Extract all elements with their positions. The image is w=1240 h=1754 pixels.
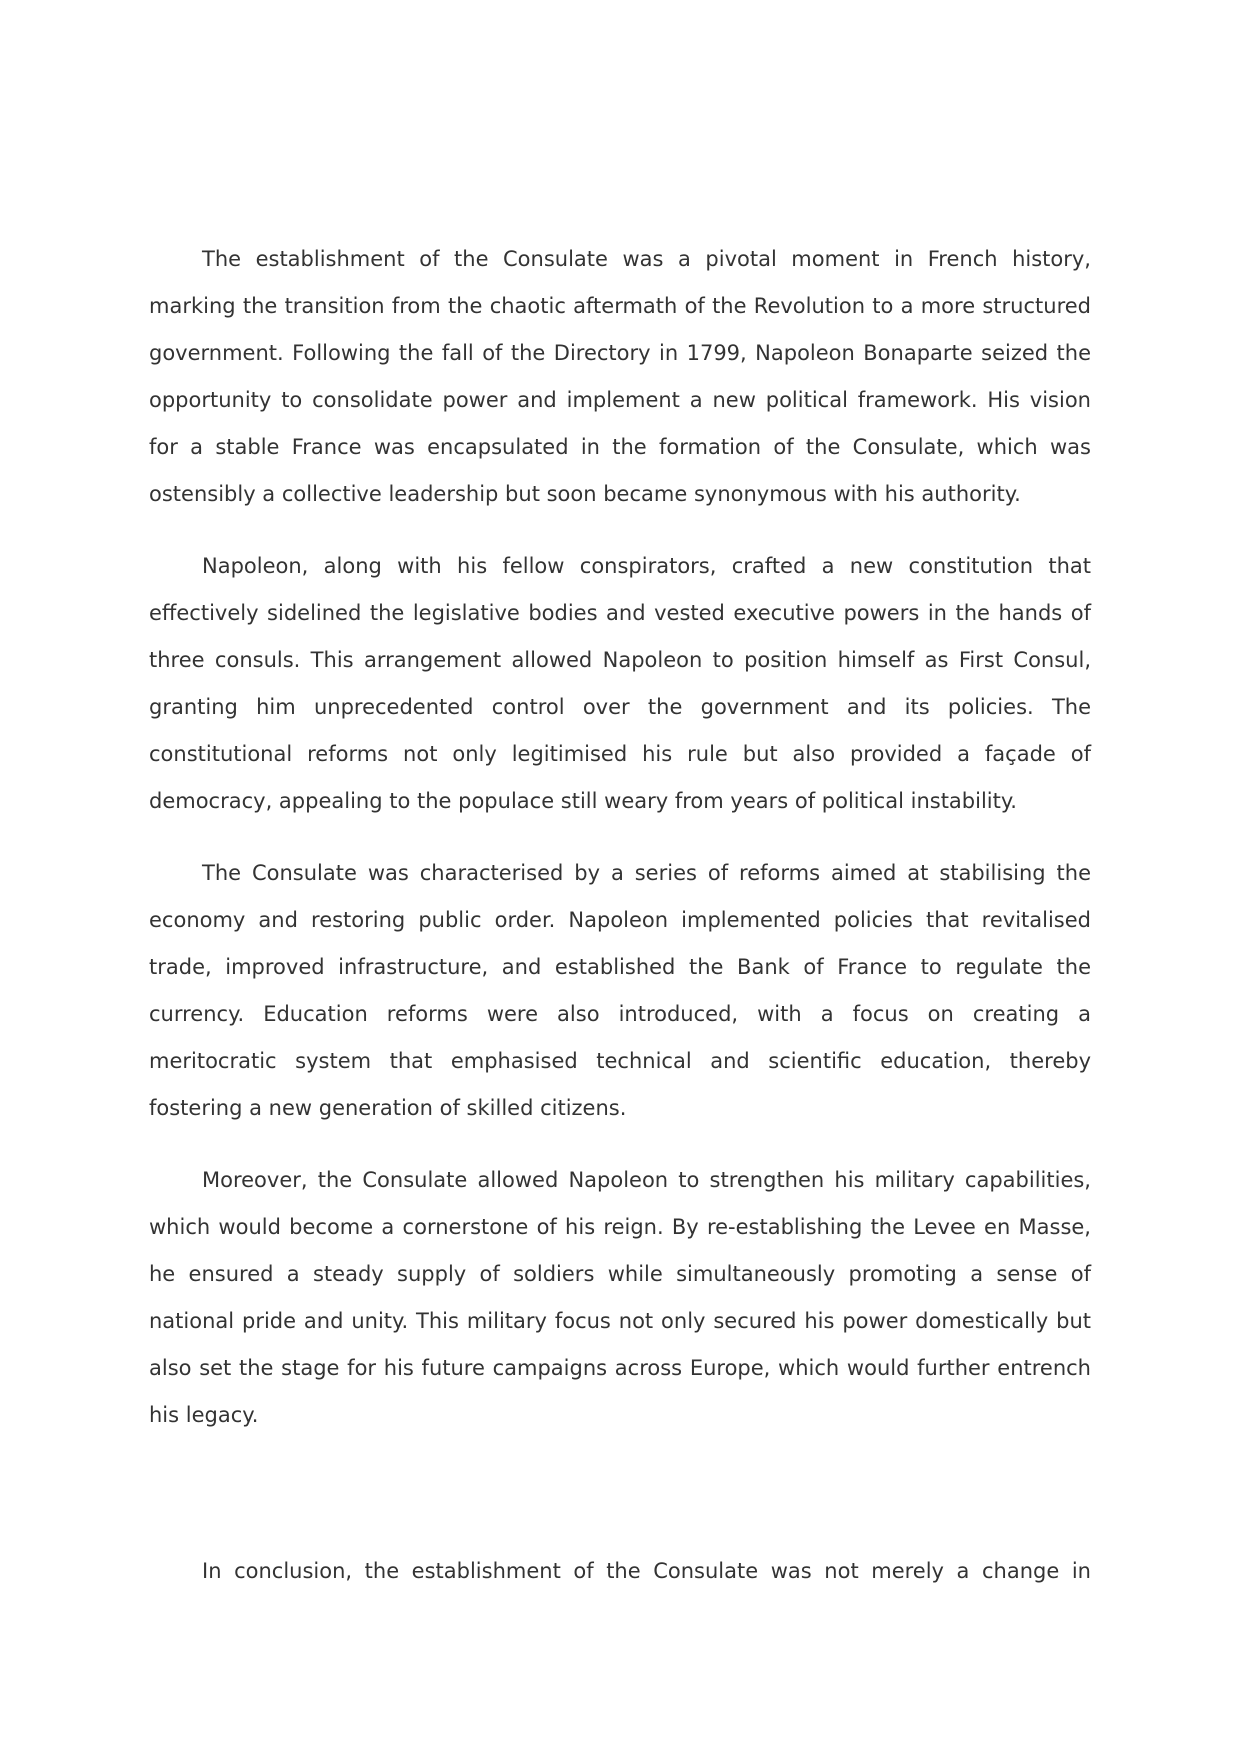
paragraph-line: three consuls. This arrangement allowed Napoleon to position himself as First Consul,	[149, 648, 1091, 672]
paragraph-line: constitutional reforms not only legitimised his rule but also provided a façade of	[149, 742, 1091, 766]
paragraph-line: Moreover, the Consulate allowed Napoleon to strengthen his military capabilities,	[202, 1168, 1091, 1192]
paragraph-line: Napoleon, along with his fellow conspirators, crafted a new constitution that	[202, 554, 1091, 578]
paragraph-line: also set the stage for his future campaigns across Europe, which would further entrench	[149, 1356, 1091, 1380]
paragraph-5	[149, 1548, 1091, 1595]
paragraph-line: effectively sidelined the legislative bodies and vested executive powers in the hands of	[149, 601, 1091, 625]
paragraph-line: In conclusion, the establishment of the Consulate was not merely a change in	[202, 1559, 1091, 1583]
paragraph-line: fostering a new generation of skilled citizens.	[149, 1096, 627, 1120]
paragraph-line: he ensured a steady supply of soldiers while simultaneously promoting a sense of	[149, 1262, 1091, 1286]
paragraph-1	[149, 236, 1091, 518]
paragraph-line: democracy, appealing to the populace still weary from years of political instability.	[149, 789, 1017, 813]
paragraph-line: his legacy.	[149, 1403, 259, 1427]
paragraph-line: opportunity to consolidate power and implement a new political framework. His vision	[149, 388, 1091, 412]
paragraph-line: government. Following the fall of the Directory in 1799, Napoleon Bonaparte seized the	[149, 341, 1091, 365]
paragraph-4	[149, 1157, 1091, 1439]
paragraph-3	[149, 850, 1091, 1132]
paragraph-line: The establishment of the Consulate was a pivotal moment in French history,	[202, 247, 1091, 271]
paragraph-line: currency. Education reforms were also introduced, with a focus on creating a	[149, 1002, 1091, 1026]
paragraph-line: ostensibly a collective leadership but soon became synonymous with his authority.	[149, 482, 1021, 506]
paragraph-line: meritocratic system that emphasised technical and scientific education, thereby	[149, 1049, 1091, 1073]
document-body	[149, 236, 1091, 1620]
paragraph-line: national pride and unity. This military focus not only secured his power domestically but	[149, 1309, 1091, 1333]
paragraph-line: for a stable France was encapsulated in the formation of the Consulate, which was	[149, 435, 1091, 459]
paragraph-2	[149, 543, 1091, 825]
paragraph-line: which would become a cornerstone of his reign. By re-establishing the Levee en Masse,	[149, 1215, 1091, 1239]
paragraph-line: The Consulate was characterised by a series of reforms aimed at stabilising the	[202, 861, 1091, 885]
paragraph-line: granting him unprecedented control over the government and its policies. The	[149, 695, 1091, 719]
paragraph-line: marking the transition from the chaotic aftermath of the Revolution to a more structured	[149, 294, 1091, 318]
paragraph-line: economy and restoring public order. Napoleon implemented policies that revitalised	[149, 908, 1091, 932]
paragraph-line: trade, improved infrastructure, and established the Bank of France to regulate the	[149, 955, 1091, 979]
